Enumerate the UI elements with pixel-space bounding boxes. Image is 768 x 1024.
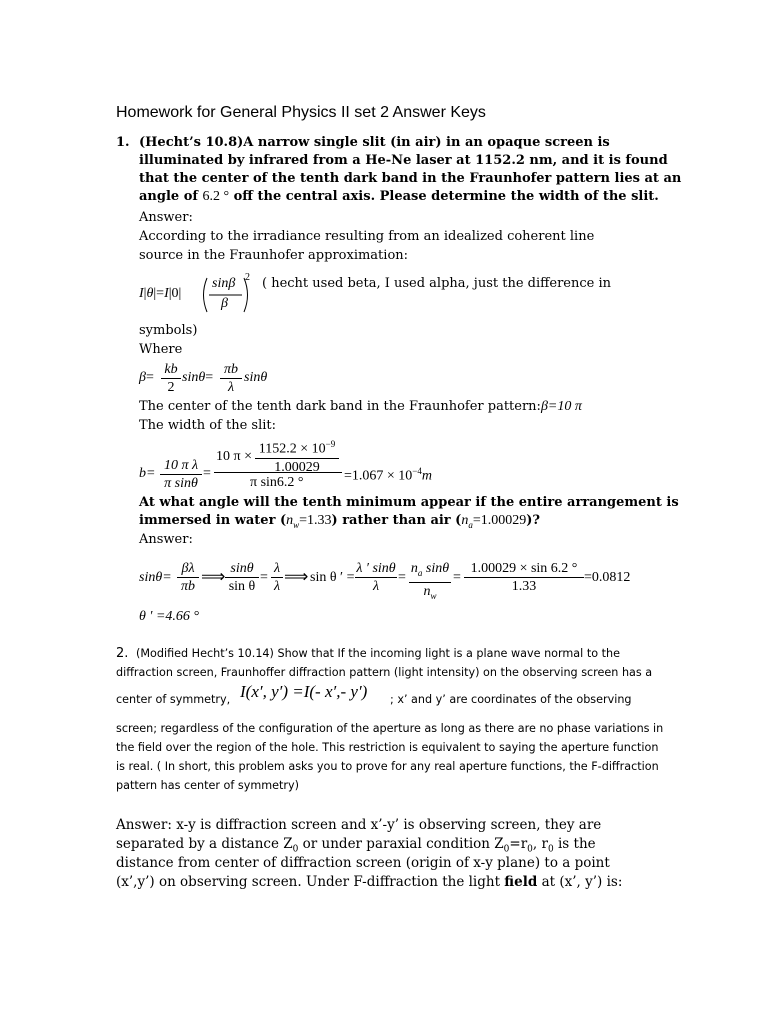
q2-line-2: diffraction screen, Fraunhoffer diffraction pattern (light intensity) on the observing screen has a	[116, 666, 653, 679]
theta-frac-2: sinθ sin θ	[225, 561, 259, 594]
irradiance-equation: I|θ|=I|0|	[139, 286, 182, 301]
theta-lhs: sinθ=	[139, 570, 172, 585]
irr-den: β	[221, 296, 228, 311]
tenth-band-text: The center of the tenth dark band in the Fraunhofer pattern:β=10 π	[139, 399, 582, 414]
q2-line-4: the field over the region of the hole. This restriction is equivalent to saying the aperture function	[116, 741, 659, 754]
theta-arrow-1: ⟹	[201, 567, 226, 586]
theta-arrow-2: ⟹	[284, 567, 309, 586]
water-line-1: At what angle will the tenth minimum appear if the entire arrangement is	[139, 495, 679, 510]
where-text: Where	[139, 342, 183, 357]
beta-mid: sinθ=	[182, 370, 214, 385]
q1-line-1: (Hecht’s 10.8)A narrow single slit (in air) in an opaque screen is	[139, 135, 610, 150]
symbols-text: symbols)	[139, 323, 198, 338]
theta-frac-1: βλ πb	[177, 561, 199, 594]
beta-sin: sinθ	[244, 370, 268, 385]
water-line-2: immersed in water $(n_w=1.33)$ rather than air $(n_a=1.00029)$?	[139, 513, 541, 530]
theta-eq-3: =	[453, 570, 461, 585]
b-inner-frac: $1152.2 \times 10^{-9}$ 1.00029	[255, 437, 339, 475]
b-bigden: π sin6.2 °	[250, 475, 304, 490]
width-label: The width of the slit:	[139, 418, 276, 433]
theta-mid: sin θ ′ =	[310, 570, 355, 585]
q1-line-2: illuminated by infrared from a He-Ne laser at 1152.2 nm, and it is found	[139, 153, 668, 168]
q2-line-3: screen; regardless of the configuration of the aperture as long as there are no phase variations in	[116, 722, 664, 735]
irr-exp: 2	[245, 272, 250, 283]
theta-frac-4: λ ′ sinθ λ	[356, 561, 396, 594]
q1-according-1: According to the irradiance resulting from an idealized coherent line	[139, 229, 595, 244]
theta-eq-2: =	[398, 570, 406, 585]
q2-answer-1: Answer: x-y is diffraction screen and x’-y’ is observing screen, they are	[116, 817, 602, 833]
b-main-bar	[214, 472, 342, 473]
theta-frac-3: λ λ	[271, 561, 283, 594]
q1-according-2: source in the Fraunhofer approximation:	[139, 248, 409, 263]
b-result: $=1.067 \times 10^{-4}m$	[344, 466, 432, 484]
beta-equation: β=	[139, 370, 154, 385]
b-frac-1: 10 π λ π sinθ	[160, 458, 202, 491]
q1-number: 1.	[116, 135, 130, 150]
q2-answer-2: separated by a distance $Z_0$ or under paraxial condition $Z_0=r_0$, $r_0$ is the	[116, 836, 596, 855]
q1-line-4: angle of 6.2 ° off the central axis. Please determine the width of the slit.	[139, 189, 659, 204]
b-lhs: b=	[139, 466, 156, 481]
theta-final: θ ′ =4.66 °	[139, 609, 199, 624]
b-eq: =	[203, 466, 211, 481]
beta-frac-1: kb 2	[161, 362, 181, 395]
q2-answer-4: (x’,y’) on observing screen. Under F-diffraction the light field at (x’, y’) is:	[116, 874, 623, 890]
answer2-label: Answer:	[139, 532, 193, 547]
irr-num: sinβ	[212, 276, 236, 291]
q1-line-3: that the center of the tenth dark band in the Fraunhofer pattern lies at an	[139, 171, 682, 186]
q2-answer-3: distance from center of diffraction screen (origin of x-y plane) to a point	[116, 855, 610, 871]
q1-answer-label: Answer:	[139, 210, 193, 225]
q2-line-1: (Modified Hecht’s 10.14) Show that If the incoming light is a plane wave normal to the	[136, 647, 620, 660]
q2-number: 2.	[116, 646, 129, 661]
theta-frac-6: 1.00029 × sin 6.2 ° 1.33	[464, 561, 584, 594]
page-title: Homework for General Physics II set 2 Answer Keys	[116, 104, 486, 121]
irr-note: ( hecht used beta, I used alpha, just the difference in	[262, 276, 611, 291]
q2-line-6: pattern has center of symmetry)	[116, 779, 299, 792]
b-bignum-pre: 10 π ×	[216, 449, 252, 464]
theta-frac-5: $n_a$ sinθ $n_w$	[410, 561, 450, 601]
theta-eq-1: =	[260, 570, 268, 585]
q2-line-5: is real. ( In short, this problem asks you to prove for any real aperture functions, the F-diffraction	[116, 760, 659, 773]
q2-sym-post: ; x’ and y’ are coordinates of the observing	[390, 693, 632, 706]
theta-result: =0.0812	[584, 570, 631, 585]
q2-sym-eq: I(x′, y′) =I(- x′,- y′)	[240, 682, 368, 701]
q2-sym-pre: center of symmetry,	[116, 693, 231, 706]
beta-frac-2: πb λ	[220, 362, 242, 395]
